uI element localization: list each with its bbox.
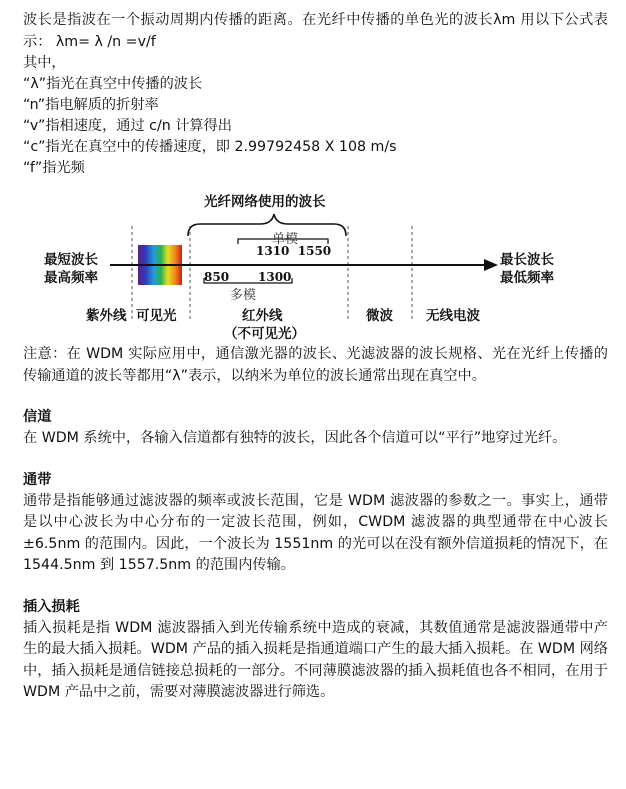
single-mode-values: 1310 1550 [256,244,332,258]
shortest-wavelength-label: 最短波长 [44,252,98,268]
section-insertion-loss-body: 插入损耗是指 WDM 滤波器插入到光传输系统中造成的衰减，其数值通常是滤波器通带中产生的最大插入损耗。WDM 产品的插入损耗是指通道端口产生的最大插入损耗。在 WDM 网络中，插入损耗是通信链接总损耗的一部分。不同薄膜滤波器的插入损耗值也各不相同，在用于 WDM 产品中之前，需要对薄膜滤波器进行筛选。 [23,619,608,700]
band-microwave: 微波 [366,308,393,324]
fiber-band-brace [188,214,346,236]
section-insertion-loss-title: 插入损耗 [23,598,80,615]
fiber-network-title: 光纤网络使用的波长 [204,194,326,210]
section-passband-body: 通带是指能够通过滤波器的频率或波长范围，它是 WDM 滤波器的参数之一。事实上，通带是以中心波长为中心分布的一定波长范围，例如，CWDM 滤波器的典型通带在中心波长±6.5nm 的范围内。因此，一个波长为 1551nm 的光可以在没有额外信道损耗的情况下，在 1544.5nm 到 1557.5nm 的范围内传输。 [23,492,608,573]
multi-mode-value-850: 850 [204,270,230,284]
longest-wavelength-label: 最长波长 [500,252,554,268]
lowest-frequency-label: 最低频率 [500,270,554,286]
note-paragraph: 注意：在 WDM 实际应用中，通信激光器的波长、光滤波器的波长规格、光在光纤上传播的传输通道的波长等都用“λ”表示，以纳米为单位的波长通常出现在真空中。 [23,346,608,384]
band-infrared: 红外线 [242,308,283,324]
definition-v: “v”指相速度，通过 c/n 计算得出 [23,118,232,134]
wavelength-definition: 波长是指波在一个振动周期内传播的距离。在光纤中传播的单色光的波长λm 用以下公式表示： λm= λ /n =v/f [23,12,608,50]
definition-f: “f”指光频 [23,160,85,176]
where-label: 其中， [23,55,66,71]
band-radio: 无线电波 [426,308,480,324]
axis-arrowhead-icon [484,259,498,271]
definition-c: “c”指光在真空中的传播速度，即 2.99792458 X 108 m/s [23,139,397,155]
wavelength-spectrum-diagram [36,182,596,348]
single-mode-label: 单模 [272,232,299,247]
highest-frequency-label: 最高频率 [44,270,98,286]
document-body-lower [23,344,608,704]
definition-n: “n”指电解质的折射率 [23,97,159,113]
section-passband-title: 通带 [23,471,52,488]
band-infrared-invisible: （不可见光） [224,326,305,342]
section-channel-body: 在 WDM 系统中，各输入信道都有独特的波长，因此各个信道可以“平行”地穿过光纤。 [23,430,567,446]
section-channel-title: 信道 [23,409,52,425]
band-ultraviolet: 紫外线 [86,308,127,324]
multi-mode-label: 多模 [230,288,257,303]
definition-lambda: “λ”指光在真空中传播的波长 [23,76,203,92]
band-visible: 可见光 [136,308,177,324]
multi-mode-value-1300: 1300 [258,270,292,284]
document-body [23,10,608,179]
